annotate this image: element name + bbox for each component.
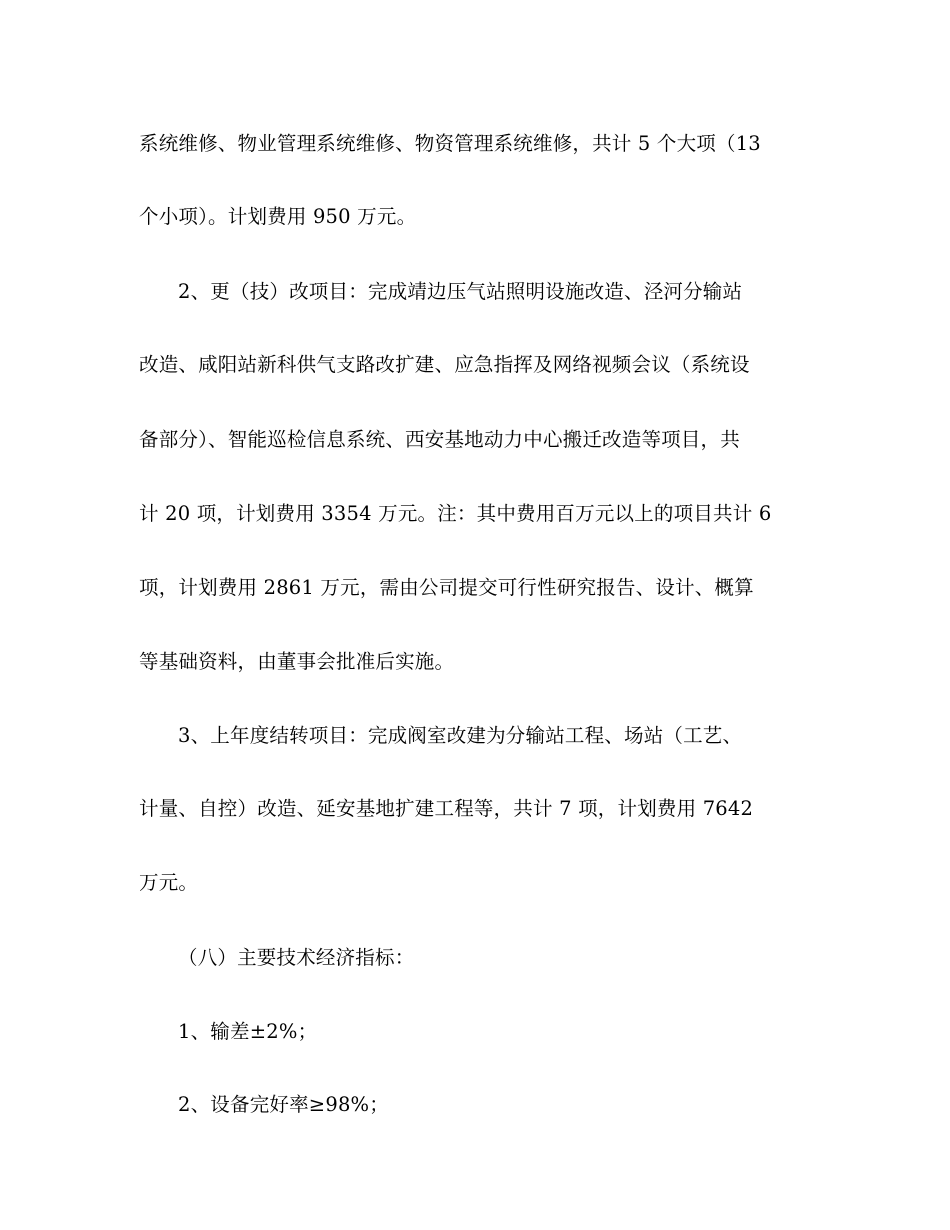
paragraph-line: 改造、咸阳站新科供气支路改扩建、应急指挥及网络视频会议（系统设 <box>139 353 750 376</box>
paragraph-line: 项，计划费用 2861 万元，需由公司提交可行性研究报告、设计、概算 <box>139 576 754 599</box>
paragraph-line: 2、更（技）改项目：完成靖边压气站照明设施改造、泾河分输站 <box>178 280 743 303</box>
paragraph-line: 计 20 项，计划费用 3354 万元。注：其中费用百万元以上的项目共计 6 <box>139 502 772 525</box>
section-heading: （八）主要技术经济指标： <box>178 946 415 969</box>
paragraph-line: 万元。 <box>139 871 199 894</box>
indicator-item: 1、输差±2%； <box>178 1020 318 1043</box>
paragraph-line: 计量、自控）改造、延安基地扩建工程等，共计 7 项，计划费用 7642 <box>139 797 754 820</box>
paragraph-line: 备部分）、智能巡检信息系统、西安基地动力中心搬迁改造等项目，共 <box>139 428 740 451</box>
paragraph-line: 系统维修、物业管理系统维修、物资管理系统维修，共计 5 个大项（13 <box>139 132 761 155</box>
indicator-item: 2、设备完好率≥98%； <box>178 1093 389 1116</box>
paragraph-line: 3、上年度结转项目：完成阀室改建为分输站工程、场站（工艺、 <box>178 724 743 747</box>
paragraph-line: 等基础资料，由董事会批准后实施。 <box>139 650 455 673</box>
paragraph-line: 个小项）。计划费用 950 万元。 <box>139 205 417 228</box>
